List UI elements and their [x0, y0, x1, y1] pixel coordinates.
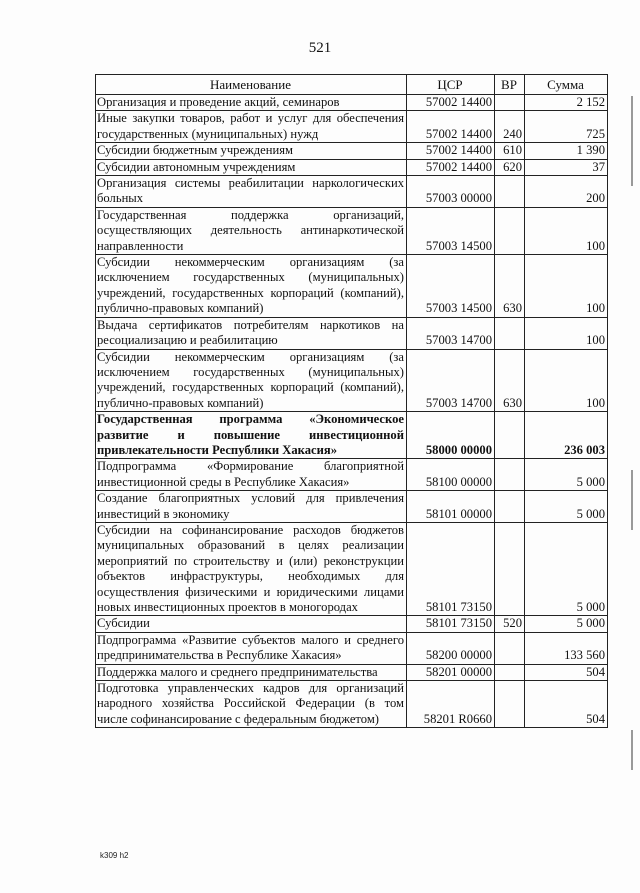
row-csr: 57003 00000	[407, 176, 495, 208]
row-csr: 58100 00000	[407, 459, 495, 491]
row-sum: 1 390	[525, 143, 608, 159]
row-vr	[495, 632, 525, 664]
row-name: Подготовка управленческих кадров для организаций народного хозяйства Российской Федерации (в том числе софинансирование с федеральным бюджетом)	[96, 681, 407, 728]
row-sum: 236 003	[525, 412, 608, 459]
row-name: Субсидии некоммерческим организациям (за исключением государственных (муниципальных) учреждений, государственных корпораций (компаний), публично-правовых компаний)	[96, 255, 407, 318]
row-vr: 240	[495, 111, 525, 143]
table-row	[96, 412, 608, 459]
header-csr: ЦСР	[407, 75, 495, 95]
row-name: Поддержка малого и среднего предпринимательства	[96, 664, 407, 680]
scan-edge-mark	[631, 96, 633, 186]
table-row	[96, 159, 608, 175]
row-vr	[495, 95, 525, 111]
row-name: Субсидии автономным учреждениям	[96, 159, 407, 175]
row-name: Субсидии	[96, 616, 407, 632]
row-sum: 5 000	[525, 522, 608, 615]
row-csr: 57002 14400	[407, 111, 495, 143]
budget-table	[95, 74, 608, 728]
row-name: Государственная программа «Экономическое развитие и повышение инвестиционной привлекательности Республики Хакасия»	[96, 412, 407, 459]
row-sum: 725	[525, 111, 608, 143]
row-csr: 58101 73150	[407, 616, 495, 632]
row-vr	[495, 459, 525, 491]
table-row	[96, 111, 608, 143]
row-sum: 5 000	[525, 616, 608, 632]
row-sum: 504	[525, 681, 608, 728]
row-sum: 37	[525, 159, 608, 175]
row-sum: 133 560	[525, 632, 608, 664]
row-csr: 57002 14400	[407, 95, 495, 111]
page-number: 521	[308, 40, 332, 56]
row-vr: 630	[495, 349, 525, 412]
row-vr	[495, 412, 525, 459]
row-name: Создание благоприятных условий для привлечения инвестиций в экономику	[96, 491, 407, 523]
row-sum: 100	[525, 255, 608, 318]
row-csr: 58200 00000	[407, 632, 495, 664]
row-name: Подпрограмма «Развитие субъектов малого и среднего предпринимательства в Республике Хакасия»	[96, 632, 407, 664]
header-sum: Сумма	[525, 75, 608, 95]
row-sum: 100	[525, 349, 608, 412]
row-csr: 58201 00000	[407, 664, 495, 680]
table-row	[96, 632, 608, 664]
row-vr	[495, 522, 525, 615]
row-sum: 5 000	[525, 491, 608, 523]
row-vr	[495, 664, 525, 680]
row-name: Субсидии на софинансирование расходов бюджетов муниципальных образований в целях реализации мероприятий по строительству и (или) реконструкции объектов инфраструктуры, необходимых для осуществления физическими и юридическими лицами новых инвестиционных проектов в моногородах	[96, 522, 407, 615]
row-name: Государственная поддержка организаций, осуществляющих деятельность антинаркотической направленности	[96, 207, 407, 254]
row-name: Выдача сертификатов потребителям наркотиков на ресоциализацию и реабилитацию	[96, 317, 407, 349]
header-row	[96, 75, 608, 95]
table-row	[96, 176, 608, 208]
row-sum: 5 000	[525, 459, 608, 491]
row-sum: 100	[525, 207, 608, 254]
row-csr: 57002 14400	[407, 159, 495, 175]
row-csr: 58201 R0660	[407, 681, 495, 728]
row-vr: 620	[495, 159, 525, 175]
row-vr	[495, 317, 525, 349]
row-sum: 504	[525, 664, 608, 680]
row-sum: 200	[525, 176, 608, 208]
row-vr: 630	[495, 255, 525, 318]
table-row	[96, 459, 608, 491]
footer-code: k309 h2	[100, 851, 129, 860]
header-vr: ВР	[495, 75, 525, 95]
table-row	[96, 491, 608, 523]
table-row	[96, 207, 608, 254]
table-row	[96, 664, 608, 680]
row-csr: 58101 00000	[407, 491, 495, 523]
row-vr: 520	[495, 616, 525, 632]
scan-edge-mark	[631, 730, 633, 770]
table-row	[96, 522, 608, 615]
row-csr: 58101 73150	[407, 522, 495, 615]
table-row	[96, 255, 608, 318]
row-name: Субсидии бюджетным учреждениям	[96, 143, 407, 159]
table-row	[96, 349, 608, 412]
row-vr	[495, 491, 525, 523]
table-row	[96, 317, 608, 349]
row-csr: 57002 14400	[407, 143, 495, 159]
row-csr: 57003 14700	[407, 317, 495, 349]
header-name: Наименование	[96, 75, 407, 95]
row-vr: 610	[495, 143, 525, 159]
row-name: Организация и проведение акций, семинаров	[96, 95, 407, 111]
table-row	[96, 95, 608, 111]
row-vr	[495, 176, 525, 208]
scan-edge-mark	[631, 470, 633, 530]
row-name: Организация системы реабилитации наркологических больных	[96, 176, 407, 208]
table-row	[96, 143, 608, 159]
table-row	[96, 681, 608, 728]
row-csr: 57003 14700	[407, 349, 495, 412]
row-vr	[495, 681, 525, 728]
row-name: Подпрограмма «Формирование благоприятной инвестиционной среды в Республике Хакасия»	[96, 459, 407, 491]
row-vr	[495, 207, 525, 254]
row-sum: 100	[525, 317, 608, 349]
table-row	[96, 616, 608, 632]
row-name: Иные закупки товаров, работ и услуг для обеспечения государственных (муниципальных) нужд	[96, 111, 407, 143]
row-sum: 2 152	[525, 95, 608, 111]
row-csr: 57003 14500	[407, 255, 495, 318]
row-csr: 57003 14500	[407, 207, 495, 254]
row-name: Субсидии некоммерческим организациям (за исключением государственных (муниципальных) учреждений, государственных корпораций (компаний), публично-правовых компаний)	[96, 349, 407, 412]
row-csr: 58000 00000	[407, 412, 495, 459]
